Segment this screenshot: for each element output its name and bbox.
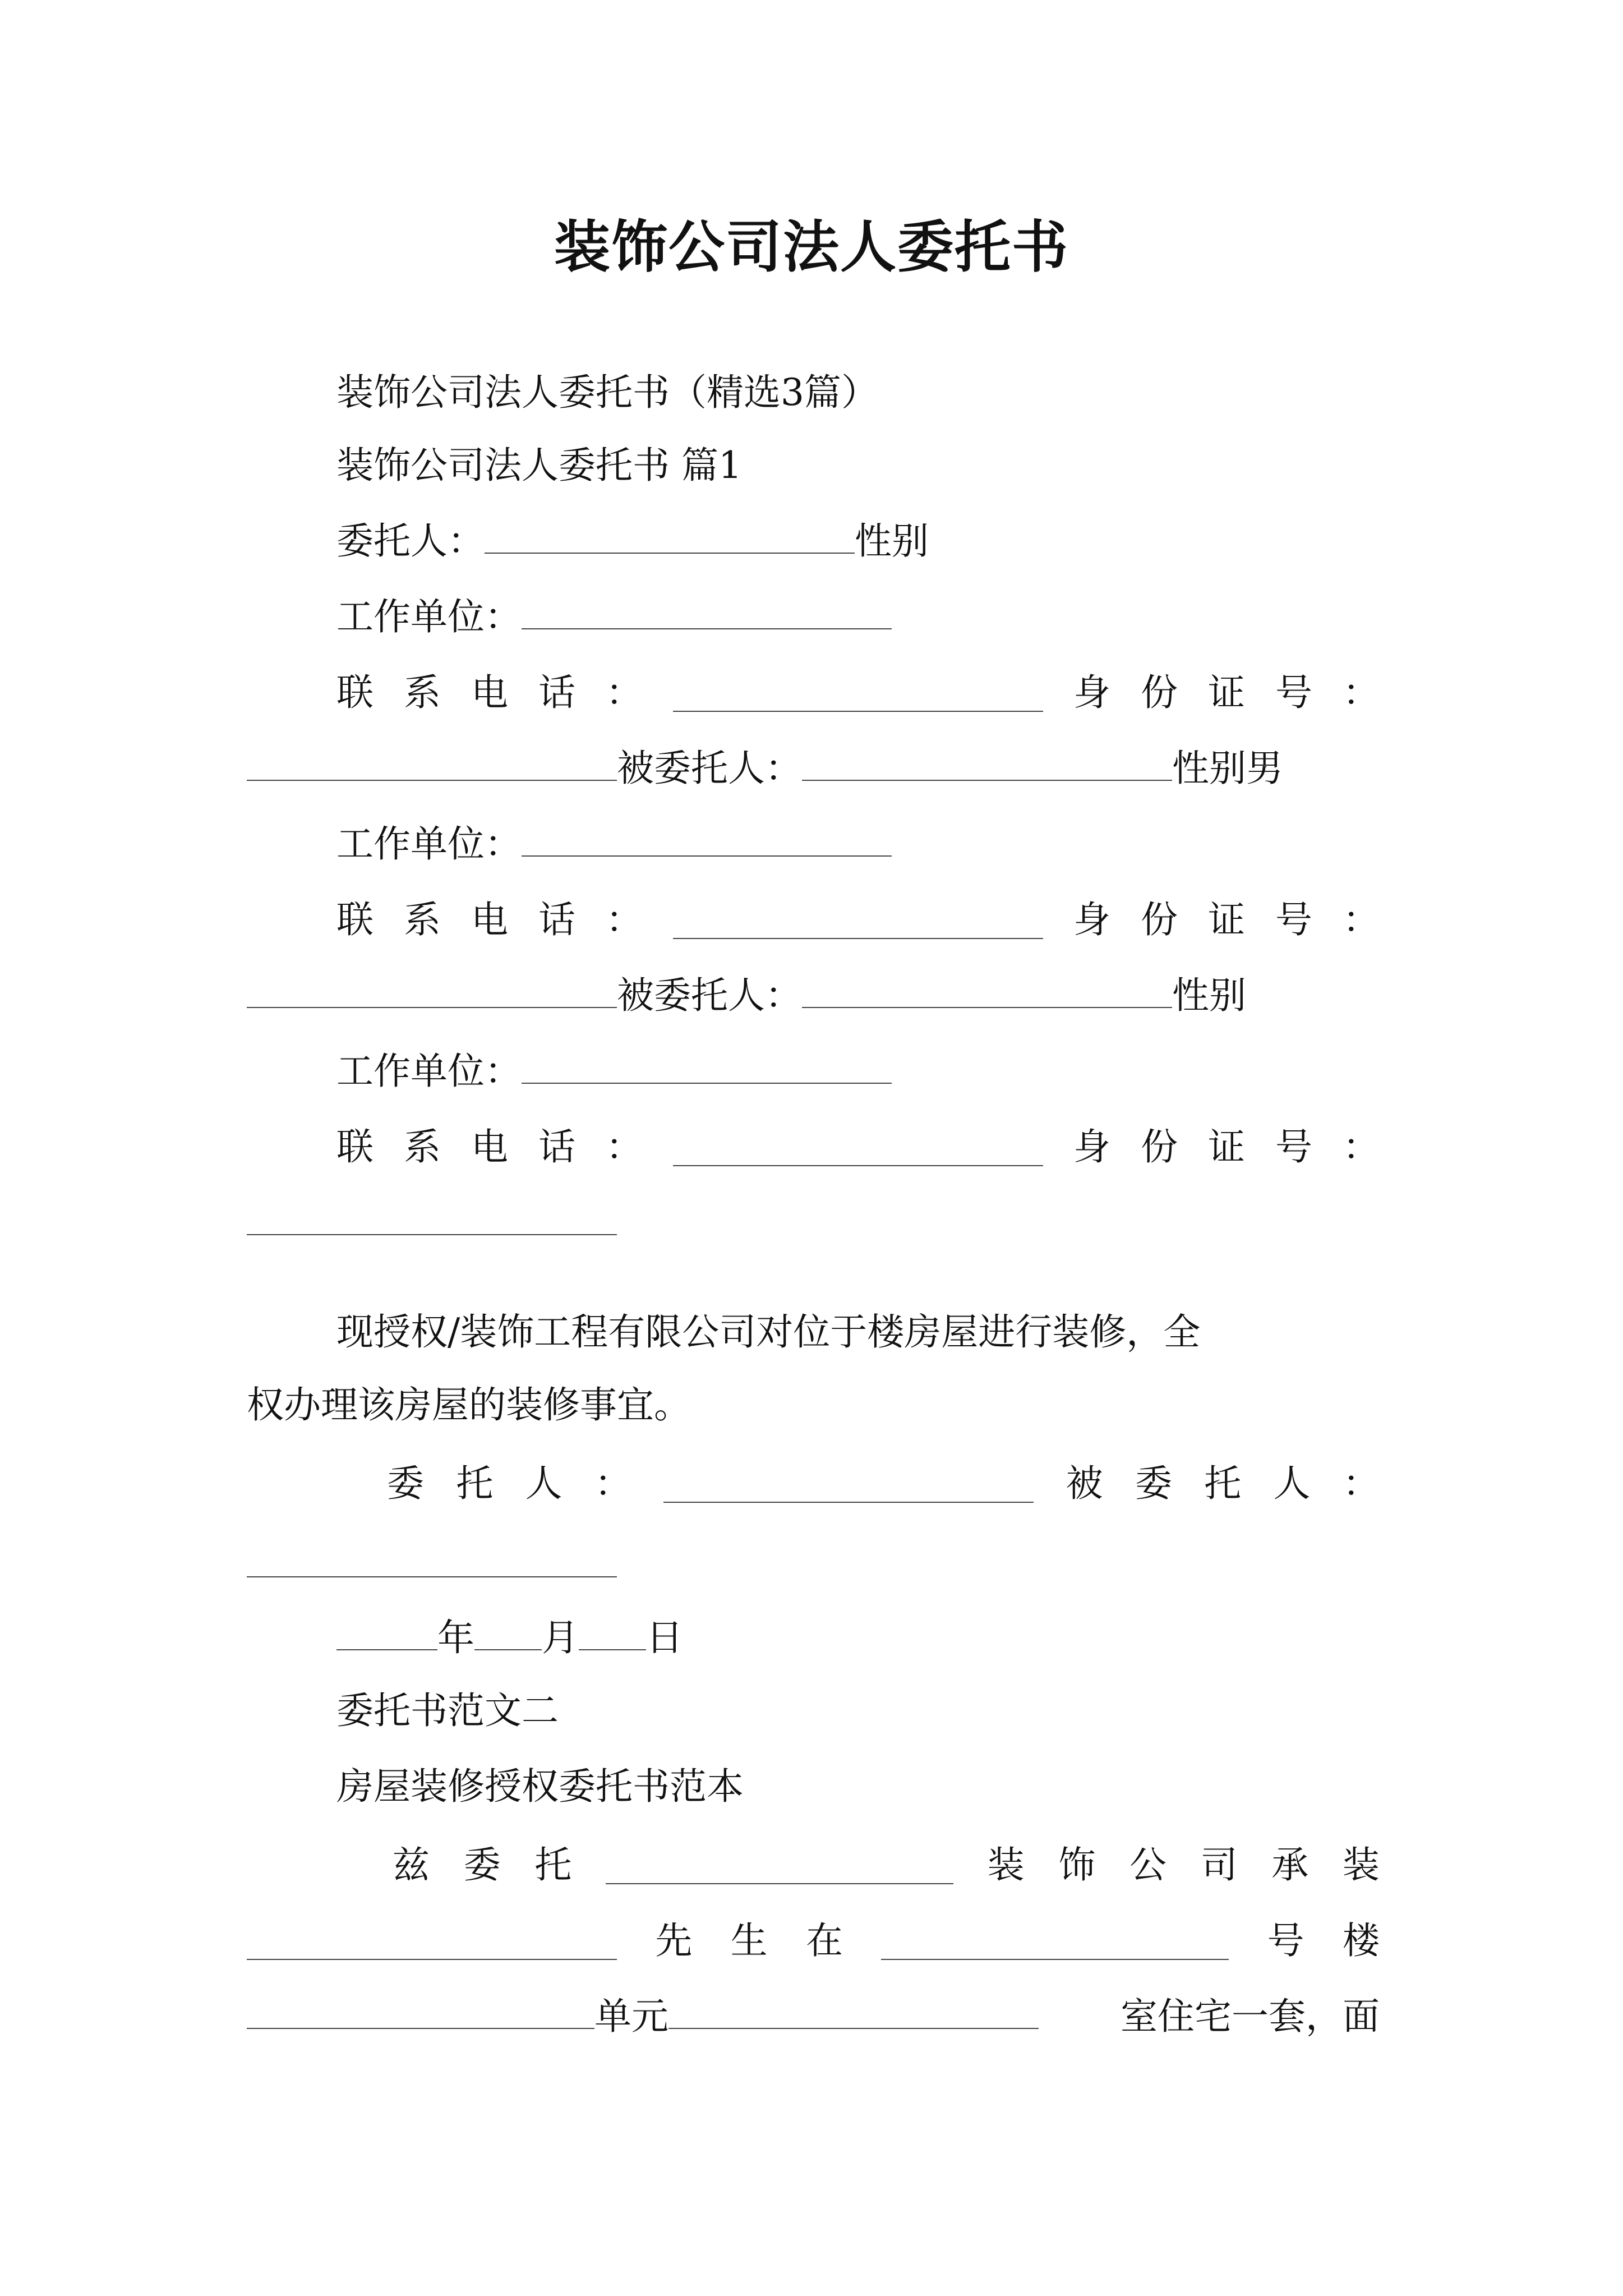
month-label: 月 xyxy=(542,1616,579,1659)
phone-blank[interactable] xyxy=(673,1128,1043,1166)
entrust-char: 公 xyxy=(1129,1843,1166,1887)
work-unit-row-1 xyxy=(336,589,1380,645)
entrust-line-1 xyxy=(393,1837,1380,1893)
sign-agent-char: 委 xyxy=(1135,1462,1172,1505)
sign-client-char: 委 xyxy=(387,1462,424,1505)
address-blank[interactable] xyxy=(881,1922,1229,1960)
sign-agent-char: 托 xyxy=(1204,1462,1242,1505)
id-char: ： xyxy=(1343,898,1380,941)
entrust-char: 饰 xyxy=(1058,1843,1096,1887)
phone-blank[interactable] xyxy=(673,674,1043,712)
id-char: 份 xyxy=(1141,1125,1178,1168)
authorization-line-1: 现授权/装饰工程有限公司对位于楼房屋进行装修，全 xyxy=(336,1310,1201,1354)
entrust-char: 生 xyxy=(730,1919,768,1962)
entrust-line-2 xyxy=(247,1913,1380,1969)
day-label: 日 xyxy=(646,1616,683,1659)
document-subtitle: 装饰公司法人委托书（精选3篇） xyxy=(336,371,878,414)
work-unit-blank[interactable] xyxy=(522,818,892,857)
id-char: 号 xyxy=(1275,671,1312,714)
phone-char: 联 xyxy=(336,671,374,714)
phone-char: 话 xyxy=(538,1125,575,1168)
id-char: 证 xyxy=(1208,671,1245,714)
id-number-blank[interactable] xyxy=(247,743,617,781)
sign-agent-blank-row xyxy=(247,1537,1380,1593)
id-char: 身 xyxy=(1073,898,1110,941)
phone-char: 系 xyxy=(404,671,441,714)
sign-client-char: 托 xyxy=(456,1462,494,1505)
day-blank[interactable] xyxy=(579,1612,646,1650)
entrust-char: 托 xyxy=(534,1843,572,1887)
phone-char: 系 xyxy=(404,1125,441,1168)
id-number-blank[interactable] xyxy=(247,970,617,1008)
agent-row-1 xyxy=(247,740,1380,797)
section-heading-2: 委托书范文二 xyxy=(336,1689,559,1732)
phone-id-row-3 xyxy=(336,1119,1380,1175)
section-heading-1: 装饰公司法人委托书 篇1 xyxy=(336,444,742,487)
month-blank[interactable] xyxy=(474,1612,542,1650)
sign-agent-char: 被 xyxy=(1066,1462,1103,1505)
sign-agent-blank[interactable] xyxy=(247,1539,617,1577)
authorization-line-2: 权办理该房屋的装修事宜。 xyxy=(247,1383,691,1427)
entrust-char: 承 xyxy=(1271,1843,1309,1887)
phone-char: 话 xyxy=(538,898,575,941)
entrust-char: 先 xyxy=(655,1919,693,1962)
id-char: 身 xyxy=(1073,671,1110,714)
entrust-char: 号 xyxy=(1267,1919,1304,1962)
phone-char: ： xyxy=(606,671,643,714)
document-title: 装饰公司法人委托书 xyxy=(554,214,1069,280)
gender-male-label: 性别男 xyxy=(1172,747,1283,790)
entrust-char: 楼 xyxy=(1342,1919,1380,1962)
id-number-blank[interactable] xyxy=(247,1197,617,1235)
entrust-char: 在 xyxy=(805,1919,843,1962)
phone-char: 话 xyxy=(538,671,575,714)
client-name-blank[interactable] xyxy=(485,516,855,554)
phone-id-row-2 xyxy=(336,892,1380,948)
entrust-char: 兹 xyxy=(393,1843,430,1887)
residence-text: 室住宅一套，面 xyxy=(1121,1995,1380,2038)
client-row xyxy=(336,513,1380,569)
client-label: 委托人： xyxy=(336,519,485,563)
year-blank[interactable] xyxy=(336,1612,437,1650)
year-label: 年 xyxy=(437,1616,474,1659)
work-unit-label: 工作单位： xyxy=(336,1050,522,1093)
sign-client-char: ： xyxy=(594,1462,631,1505)
phone-blank[interactable] xyxy=(673,901,1043,939)
id-char: 份 xyxy=(1141,671,1178,714)
entrust-char: 司 xyxy=(1200,1843,1238,1887)
entrust-char: 装 xyxy=(1342,1843,1380,1887)
phone-char: 电 xyxy=(471,898,508,941)
agent-label: 被委托人： xyxy=(617,974,802,1017)
work-unit-blank[interactable] xyxy=(522,1046,892,1084)
id-char: 证 xyxy=(1208,898,1245,941)
entrust-char: 委 xyxy=(463,1843,501,1887)
work-unit-row-3 xyxy=(336,1043,1380,1099)
id-char: 证 xyxy=(1208,1125,1245,1168)
phone-char: 联 xyxy=(336,898,374,941)
agent-label: 被委托人： xyxy=(617,747,802,790)
sign-client-blank[interactable] xyxy=(663,1465,1034,1503)
phone-char: 联 xyxy=(336,1125,374,1168)
id-char: 份 xyxy=(1141,898,1178,941)
work-unit-row-2 xyxy=(336,816,1380,872)
id-blank-row xyxy=(247,1195,1380,1251)
owner-blank[interactable] xyxy=(247,1922,617,1960)
phone-char: ： xyxy=(606,1125,643,1168)
company-blank[interactable] xyxy=(606,1846,953,1884)
id-char: ： xyxy=(1343,1125,1380,1168)
section-subheading-2: 房屋装修授权委托书范本 xyxy=(336,1765,744,1808)
gender-label: 性别 xyxy=(1172,974,1246,1017)
id-char: ： xyxy=(1343,671,1380,714)
work-unit-label: 工作单位： xyxy=(336,595,522,638)
phone-char: 电 xyxy=(471,1125,508,1168)
date-row xyxy=(336,1610,1380,1666)
sign-agent-char: ： xyxy=(1342,1462,1380,1505)
id-char: 号 xyxy=(1275,898,1312,941)
agent-name-blank[interactable] xyxy=(802,970,1172,1008)
sign-client-char: 人 xyxy=(525,1462,562,1505)
id-char: 号 xyxy=(1275,1125,1312,1168)
phone-char: 系 xyxy=(404,898,441,941)
entrust-char: 装 xyxy=(987,1843,1025,1887)
id-char: 身 xyxy=(1073,1125,1110,1168)
work-unit-blank[interactable] xyxy=(522,591,892,629)
unit-number-blank[interactable] xyxy=(247,1991,594,2029)
agent-name-blank[interactable] xyxy=(802,743,1172,781)
signature-row xyxy=(387,1456,1380,1512)
entrust-line-3 xyxy=(247,1989,1380,2045)
room-number-blank[interactable] xyxy=(668,1991,1039,2029)
work-unit-label: 工作单位： xyxy=(336,822,522,866)
phone-id-row-1 xyxy=(336,665,1380,721)
gender-label: 性别 xyxy=(855,519,929,563)
sign-agent-char: 人 xyxy=(1273,1462,1311,1505)
phone-char: 电 xyxy=(471,671,508,714)
agent-row-2 xyxy=(247,968,1380,1024)
phone-char: ： xyxy=(606,898,643,941)
unit-label: 单元 xyxy=(594,1995,668,2038)
